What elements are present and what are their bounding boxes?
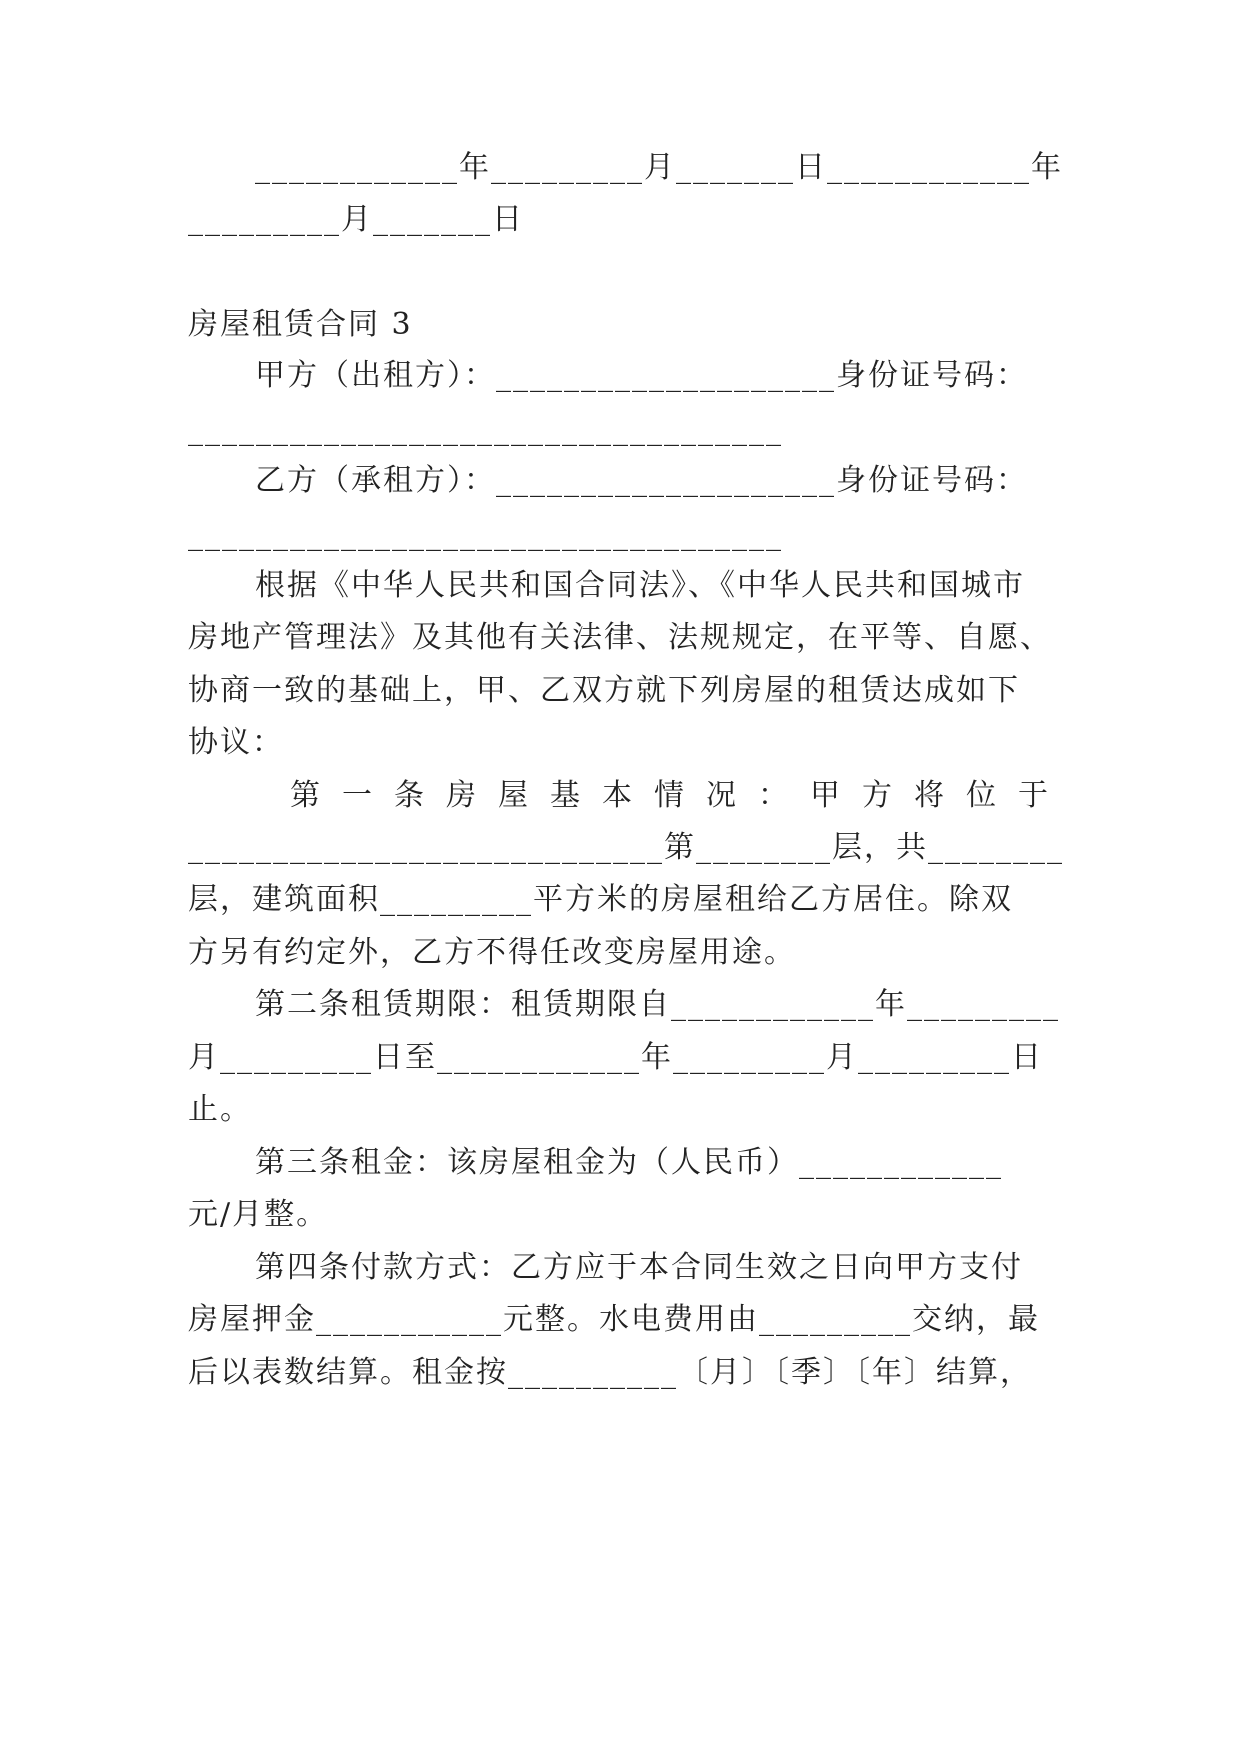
article-1-line-2: ____________________________第________层，共________ <box>188 830 1064 865</box>
article-1-line-4: 方另有约定外，乙方不得任改变房屋用途。 <box>188 935 796 970</box>
date-line-2: _________月_______日 <box>188 202 524 237</box>
article-4-line-3: 后以表数结算。租金按__________〔月〕〔季〕〔年〕结算， <box>188 1355 1032 1390</box>
party-b-id-blank: ___________________________________ <box>188 517 783 552</box>
article-2-line-1: 第二条租赁期限：租赁期限自____________年_________ <box>255 987 1060 1022</box>
party-a-id-blank: ___________________________________ <box>188 412 783 447</box>
article-2-line-3: 止。 <box>188 1092 252 1127</box>
article-3-line-2: 元/月整。 <box>188 1197 329 1232</box>
preamble-line-3: 协商一致的基础上，甲、乙双方就下列房屋的租赁达成如下 <box>188 673 1020 708</box>
contract-title: 房屋租赁合同 3 <box>188 307 413 342</box>
date-line-1: ____________年_________月_______日____________年 <box>255 150 1063 185</box>
preamble-line-4: 协议： <box>188 725 284 760</box>
article-1-line-3: 层，建筑面积_________平方米的房屋租给乙方居住。除双 <box>188 882 1013 917</box>
preamble-line-2: 房地产管理法》及其他有关法律、法规规定，在平等、自愿、 <box>188 620 1052 655</box>
article-3-line-1: 第三条租金：该房屋租金为（人民币）____________ <box>255 1145 1003 1180</box>
party-b-line: 乙方（承租方）：____________________身份证号码： <box>255 463 1028 498</box>
article-4-line-1: 第四条付款方式：乙方应于本合同生效之日向甲方支付 <box>255 1250 1023 1285</box>
article-2-line-2: 月_________日至____________年_________月_________日 <box>188 1040 1043 1075</box>
article-1-heading: 第一条房屋基本情况：甲方将位于 <box>290 778 1070 813</box>
party-a-line: 甲方（出租方）：____________________身份证号码： <box>255 358 1028 393</box>
article-4-line-2: 房屋押金___________元整。水电费用由_________交纳，最 <box>188 1302 1040 1337</box>
preamble-line-1: 根据《中华人民共和国合同法》、《中华人民共和国城市 <box>255 568 1025 603</box>
